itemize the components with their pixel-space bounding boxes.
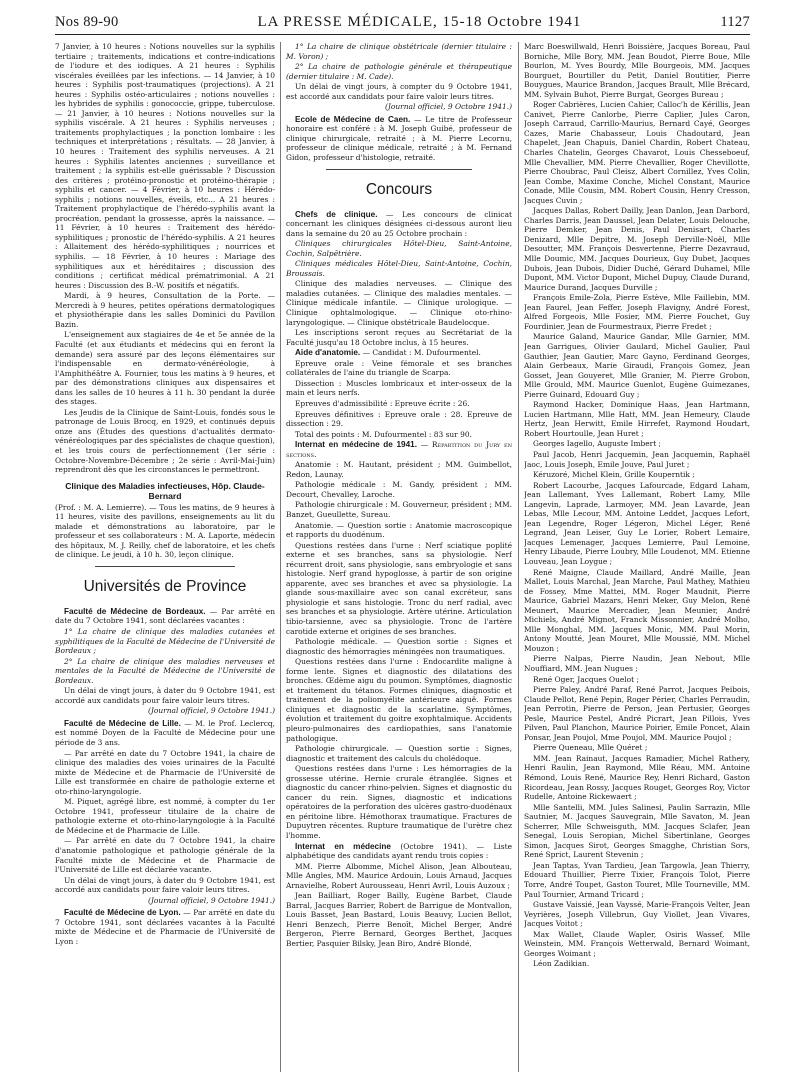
candidate-list: René Maigne, Claude Maillard, André Maille, Jean Mallet, Louis Marchal, Jean Marche, Paul Mathey, Mathieu de Fossey, Mme Mattei, MM. Roger Maudnit, Pierre Maurice, Gabriel Mazars, Henri Meker, Guy Melon, René Meunert, Maurice Mercadier, Jean Meunier, André Michiels, André Mignot, Franck Missonnier, André Molho, Mlle Monghal, MM. Jacques Monic, MM. Paul Morin, Antony Moutté, Jean Mouret, Mlle Moussié, MM. Michel Mouzon ; xyxy=(524,567,750,653)
paragraph: Mardi, à 9 heures, Consultation de la Porte. — Mercredi à 9 heures, petites opérations dermatologiques et physiothérapie dans les salles Dominici du Pavillon Bazin. xyxy=(55,291,275,329)
paragraph xyxy=(286,440,512,459)
paragraph xyxy=(286,348,512,358)
paragraph: Un délai de vingt jours, à dater du 9 Octobre 1941, est accordé aux candidats pour faire valoir leurs titres. xyxy=(55,686,275,705)
paragraph xyxy=(55,719,275,748)
heading-internat-1941: Internat en médecine de 1941. xyxy=(295,440,417,450)
page-number: 1127 xyxy=(720,14,750,30)
paragraph: Un délai de vingt jours, à compter du 9 Octobre 1941, est accordé aux candidats pour faire valoir leurs titres. xyxy=(286,82,512,101)
paragraph xyxy=(286,239,512,258)
paragraph: Pathologie chirurgicale. — Question sortie : Signes, diagnostic et traitement des calculs du cholédoque. xyxy=(286,744,512,763)
paragraph xyxy=(286,210,512,239)
heading-internat-octobre: Internat en médecine xyxy=(295,841,391,851)
candidate-list: Marc Boeswillwald, Henri Boissière, Jacques Boreau, Paul Borniche, Mlle Bory, MM. Jean Boudot, Pierre Boue, Mlle Bourlon, M. Yves Bourdy, Mlle Bourgeois, MM. Jacques Bourguet, Bourtiller du Petit, Daniel Boutitier, Pierre Bouygues, Maurice Brandon, Jacques Brault, Mlle Brécard, MM. Sylvain Buhot, Pierre Burgat, Georges Bureau ; xyxy=(524,42,750,99)
candidate-list: Max Wallet, Claude Wapler, Osiris Wassef, Mlle Weinstein, MM. François Wetterwald, Bernard Woimant, Georges Woimant ; xyxy=(524,929,750,958)
candidate-list: Pierre Queneau, Mlle Quéret ; xyxy=(533,743,648,753)
paragraph xyxy=(286,842,512,861)
candidate-list: René Oger, Jacques Ouelot ; xyxy=(533,674,640,684)
candidate-list: Jacques Dallas, Robert Dailly, Jean Danlon, Jean Darbord, Charles Darris, Jean Daussel, Jean Delater, Louis Delouche, Pierre Demker, Jean Denis, Paul Denisart, Charles Denizard, Mlle Depitre, M. Joseph Derville-Noël, Mlle Desoutter, MM. François Desvertenne, Pierre Dezavraud, Mlle Doumic, MM. Jacques Dourieux, Guy Dubet, Jacques Dubois, Jean Dubois, Didier Duché, Gérard Duhamel, Mlle Dupont, MM. Victor Dupont, Michel Dupuy, Claude Durand, Maurice Durand, Jacques Durville ; xyxy=(524,206,750,292)
candidate-list: Kéruzoré, Michel Klein, Grille Kouperntik ; xyxy=(533,470,695,480)
masthead xyxy=(55,14,750,36)
candidate-list: Roger Cabrières, Lucien Cahier, Calloc'h de Kérillis, Jean Canivet, Pierre Canlorbe, Pierre Caplier, Jules Caron, Joseph Carraud, Carrillo-Maurius, Bernard Cayé, Georges Cazes, Marie Chabasseur, Louis Chadoutard, Jean Chapelet, Jean Chapuis, Daniel Chardin, Robert Chateau, Charles Chatelin, Georges Chavarot, Louis Chesseboeuf, Mlle Chevallier, MM. Pierre Chevallier, Roger Chevillotte, Pierre Choubrac, Paul Cleisz, Albert Cornillez, Yves Colin, Jean Combe, Maxime Conche, Michel Constant, Maurice Conade, Mlle Cousin, MM. Robert Cousin, Henry Cresson, Jacques Cuvin ; xyxy=(524,100,750,205)
issue-numbers: Nos 89-90 xyxy=(55,14,119,30)
heading-bordeaux: Faculté de Médecine de Bordeaux. xyxy=(64,606,206,616)
paragraph-text: 2° La chaire de clinique des maladies nerveuses et mentales de la Faculté de Médecine de l'Université de Bordeaux. xyxy=(55,656,275,685)
section-rule xyxy=(95,566,235,567)
column-divider xyxy=(280,42,281,1072)
candidate-list: Pierre Paley, André Paraf, René Parrot, Jacques Peibois, Claude Pellot, René Pepin, Roger Périer, Charles Perraudin, Jean Perrotin, Pierre de Person, Jean Pertusier, Georges Pesle, Maurice Pestel, André Picrart, Jean Pillois, Yves Pilven, Paul Planchon, Maurice Poirier, Emile Poncet, Alain Ponsar, Jean Poujol, Mme Poujol, MM. Maurice Poujol ; xyxy=(524,685,750,742)
paragraph xyxy=(286,115,512,163)
paragraph: Un délai de vingt jours, à dater du 9 Octobre 1941, est accordé aux candidats pour faire valoir leurs titres. xyxy=(55,875,275,895)
section-rule xyxy=(326,169,472,170)
paragraph: Pathologie médicale. — Question sortie : Signes et diagnostic des hémorragies méningées non traumatiques. xyxy=(286,637,512,656)
paragraph xyxy=(55,627,275,656)
prof-name: (Prof. : M. A. Lemierre). xyxy=(55,502,147,512)
journal-title-date: LA PRESSE MÉDICALE, 15-18 Octobre 1941 xyxy=(257,14,582,30)
paragraph-text: Cliniques chirurgicales Hôtel-Dieu, Saint-Antoine, Cochin, Salpêtrière. xyxy=(286,239,512,258)
heading-claude-bernard: Clinique des Maladies infectieuses, Hôp. Claude-Bernard xyxy=(65,480,265,501)
heading-lyon: Faculté de Médecine de Lyon. xyxy=(64,908,181,918)
section-title-concours: Concours xyxy=(365,180,433,198)
paragraph-text: — Candidat : M. Dufourmentel. xyxy=(362,348,481,358)
heading-aide-anatomie: Aide d'anatomie. xyxy=(295,348,361,358)
paragraph-text: — Les concours de clinicat concernant les cliniques désignées ci-dessous auront lieu dans la semaine du 20 au 25 Octobre prochain : xyxy=(286,209,512,238)
paragraph-text: Cliniques médicales Hôtel-Dieu, Saint-Antoine, Cochin, Broussais. xyxy=(286,259,512,278)
paragraph-text: 1° La chaire de clinique des maladies cutanées et syphilitiques de la Faculté de Médecine de l'Université de Bordeaux ; xyxy=(55,626,275,656)
column-divider xyxy=(518,42,519,1072)
candidate-list: Maurice Galand, Maurice Gandar, Mlle Garnier, MM. Jean Garrigues, Olivier Gaulard, Michel Gaulier, Paul Gauthier, Jean Gautier, Marc Gayno, Ferdinand Georges, Alain Gerbeaux, Marie Giraudi, François Gomez, Jean Gosset, Jean Gouyeret, Mlle Granier, M. Pierre Grobon, Mlle Grould, MM. Maurice Guenlot, Eugène Guimezanes, Pierre Guinard, Edouard Guy ; xyxy=(524,332,750,399)
paragraph: Questions restées dans l'urne : Les hémorragies de la grossesse utérine. Hernie crurale étranglée. Signes et diagnostic du cancer rhino-pelvien. Signes et diagnostic du cancer du rein. Signes, diagnostic et indications opératoires de la perforation des ulcères gastro-duodénaux en péritoine libre. Hémothorax traumatique. Fractures de Dupuytren récentes. Rupture traumatique de l'urètre chez l'homme. xyxy=(286,764,512,841)
paragraph: — Par arrêté en date du 7 Octobre 1941, la chaire d'anatomie pathologique et pathologie générale de la Faculté mixte de Médecine et de Pharmacie de l'Université de Lille est déclarée vacante. xyxy=(55,836,275,875)
header-rule xyxy=(55,34,750,35)
source-citation: (Journal officiel, 9 Octobre 1941.) xyxy=(385,102,512,112)
paragraph: Les inscriptions seront reçues au Secrétariat de la Faculté jusqu'au 18 Octobre inclus, à 15 heures. xyxy=(286,328,512,347)
candidate-list: MM. Pierre Albomme, Michel Alison, Jean Albouteau, Mlle Angles, MM. Maurice Ardouin, Louis Arnaud, Jacques Arnavielhe, Robert Aurousseau, Henri Avril, Louis Auzoux ; xyxy=(286,861,512,890)
column-middle xyxy=(286,42,512,1074)
candidate-list: Léon Zadikian. xyxy=(533,959,590,969)
paragraph-text: (Octobre 1941). — Liste alphabétique des candidats ayant rendu trois copies : xyxy=(286,841,512,861)
paragraph: Clinique des maladies nerveuses. — Clinique des maladies cutanées. — Clinique des maladies mentales. — Clinique médicale infantile. — Clinique urologique. — Clinique ophtalmologique. — Clinique oto-rhino-laryngologique. — Clinique obstétricale Baudelocque. xyxy=(286,279,512,327)
candidate-list: Robert Lacourbe, Jacques Lafourcade, Edgard Laham, Jean Lallemant, Yves Lallemant, Robert Lamy, Mlle Langevin, Laprade, Larmoyer, MM. Jean Lavarde, Jean Lebas, Mlle Lecour, MM. Antoine Leddet, Jacques Lefort, Jean Legendre, Roger Légeron, Michel Léger, René Legrand, Jean Leiser, Guy Le Lorier, Robert Lemaire, Jacques Lemenager, Jacques Lemierre, Paul Lemoine, Henry Libaude, Pierre Loubry, Mlle Loudenot, MM. Etienne Louveau, Jean Loygue ; xyxy=(524,480,750,566)
candidate-list: Paul Jacob, Henri Jacquemin, Jean Jacquemin, Raphaël Jaoc, Louis Joseph, Emile Jouve, Paul Juret ; xyxy=(524,449,750,469)
paragraph-text: — Tous les matins, de 9 heures à 11 heures, visite des pavillons, enseignements au lit du malade et démonstrations au laboratoire, par le professeur et ses collaborateurs : M. A. Laporte, médecin des hôpitaux, M. J. Reilly, chef de laboratoire, et les chefs de clinique. Le jeudi, à 10 h. 30, leçon clinique. xyxy=(55,502,275,560)
paragraph-text: — M. le Prof. Leclercq, est nommé Doyen de la Faculté de Médecine pour une période de 3 ans. xyxy=(55,718,275,747)
paragraph: Anatomie. — Question sortie : Anatomie macroscopique et rapports du duodénum. xyxy=(286,520,512,540)
heading-caen: Ecole de Médecine de Caen. xyxy=(295,114,411,124)
paragraph xyxy=(55,503,275,560)
paragraph-text: 2° La chaire de pathologie générale et thérapeutique (dernier titulaire : M. Cade). xyxy=(286,62,512,81)
paragraph: Epreuve orale : Veine fémorale et ses branches collatérales de l'aine du triangle de Scarpa. xyxy=(286,358,512,378)
paragraph xyxy=(55,908,275,946)
paragraph: — Par arrêté en date du 7 Octobre 1941, la chaire de clinique des maladies des voies urinaires de la Faculté mixte de Médecine et de Pharmacie de l'Université de Lille est transformée en chaire de pathologie externe et oto-rhino-laryngologie. xyxy=(55,748,275,796)
paragraph xyxy=(55,607,275,626)
candidate-list: MM. Jean Rainaut, Jacques Ramadier, Michel Rathery, Henri Raulin, Jean Raymond, Mlle Réau, MM. Antoine Rémond, Louis René, Maurice Rey, Henri Richard, Gaston Ricordeau, Jean Rossy, Jacques Rouget, Georges Roy, Victor Rudelle, Antoine Rickewaert ; xyxy=(524,753,750,802)
candidate-list: Jean Bailliart, Roger Bailly, Eugène Barbet, Claude Barral, Jacques Barrier, Robert de Barrigue de Montvallon, Louis Basset, Jean Bastard, Louis Beauvy, Lucien Bellot, Henri Benzech, Pierre Benoît, Michel Berger, André Bergeron, Pierre Bernard, Georges Berthet, Jacques Bertier, Pasquier Bilsky, Jean Biro, André Blondé, xyxy=(286,891,512,949)
candidate-list: Pierre Nalpas, Pierre Naudin, Jean Nebout, Mlle Nouffiard, MM. Jean Nugues ; xyxy=(524,654,750,673)
paragraph: Anatomie : M. Hautant, président ; MM. Guimbellot, Redon, Launay. xyxy=(286,460,512,479)
candidate-list: François Emile-Zola, Pierre Estève, Mlle Faillebin, MM. Jean Faurel, Jean Feffer, Joseph Flavigny, André Forest, Alfred Forgeois, Mlle Fosier, MM. Pierre Fouchet, Guy Fourdinier, Jean de Fourmestraux, Pierre Fredet ; xyxy=(524,293,750,331)
paragraph: 7 Janvier, à 10 heures : Notions nouvelles sur la syphilis tertiaire ; traitements, indications et contre-indications de l'iodure et des iodiques. A 21 heures : Syphilis viscérales éveillées par les infections. — 14 Janvier, à 10 heures : Syphilis post-traumatiques (projections). A 21 heures : Syphilis ostéo-articulaires ; notions nouvelles : les hybrides de syphilis : gonococcie, grippe, tuberculose. — 21 Janvier, à 10 heures : Notions nouvelles sur la syphilis viscérale. A 21 heures : Syphilis nerveuses ; traitements prophylactiques ; la ponction lombaire : les techniques et interprétations ; résultats. — 28 Janvier, à 10 heures : Traitement des syphilis nerveuses. A 21 heures : Syphilis latentes anciennes ; surveillance et traitement ; la syphilis est-elle guérissable ? Discussion des critères ; protéino-pronostic et protéino-thérapie ; syphilis et cancer. — 4 Février, à 10 heures : Hérédo-syphilis ; notions nouvelles, éveils, etc... A 21 heures : Traitement prophylactique de l'hérédo-syphilis avant la procréation, pendant la grossesse, après la naissance. — 11 Février, à 10 heures : Traitement des hérédo-syphilitiques ; pronostic de l'hérédo-syphilis. A 21 heures : Allaitement des hérédo-syphilitiques ; nourrices et syphilis. — 18 Février, à 10 heures : Mariage des syphilitiques aux et héréditaires ; discussion des conditions ; certificat médical prématrimonial. A 21 heures : Discussion des B.-W. positifs et négatifs. xyxy=(55,42,275,290)
source-citation: (Journal officiel, 9 Octobre 1941.) xyxy=(148,895,275,905)
paragraph: Pathologie chirurgicale : M. Gouverneur, président ; MM. Banzet, Gueullette, Sureau. xyxy=(286,500,512,519)
paragraph: Questions restées dans l'urne : Endocardite maligne à forme lente. Signes et diagnostic des dilatations des bronches. Œdème aigu du poumon. Symptômes, diagnostic et traitement du tétanos. Formes cliniques, diagnostic et traitement de la poliomyélite antérieure aiguë. Formes cliniques et diagnostic de la scarlatine. Symptômes, évolution et traitement du goitre exophtalmique. Accidents pleuro-pulmonaires des cardiopathies, sans l'anatomie pathologique. xyxy=(286,657,512,743)
paragraph: Epreuves définitives : Epreuve orale : 28. Epreuve de dissection : 29. xyxy=(286,409,512,429)
paragraph xyxy=(286,259,512,278)
paragraph: Dissection : Muscles lombricaux et inter-osseux de la main et leurs nerfs. xyxy=(286,378,512,398)
candidate-list: Jean Taptas, Yvan Tardieu, Jean Targowla, Jean Thierry, Edouard Thuillier, Pierre Tixier, François Tolot, Pierre Torre, André Toupet, Gaston Touret, Mlle Tourneville, MM. Paul Tournier, Armand Tricard ; xyxy=(524,860,750,899)
paragraph-text: — Le titre de Professeur honoraire est conféré : à M. Joseph Guibé, professeur de clinique chirurgicale, retraité ; à M. Pierre Lecornu, professeur de clinique médicale, retraité ; à M. Fernand Gidon, professeur d'histologie, retraité. xyxy=(286,114,512,163)
candidate-list: Georges Iagello, Auguste Imbert ; xyxy=(533,439,662,449)
column-right xyxy=(524,42,750,1074)
source-citation: (Journal officiel, 9 Octobre 1941.) xyxy=(148,706,275,716)
paragraph-text: 1° La chaire de clinique obstétricale (dernier titulaire : M. Voron) ; xyxy=(286,42,512,61)
heading-chefs-clinique: Chefs de clinique. xyxy=(295,209,378,219)
column-left xyxy=(55,42,275,1074)
section-title-universites: Universités de Province xyxy=(83,577,247,595)
paragraph xyxy=(286,62,512,81)
paragraph: Epreuves d'admissibilité : Epreuve écrite : 26. xyxy=(295,398,470,408)
paragraph: Pathologie médicale : M. Gandy, président ; MM. Decourt, Chevalley, Laroche. xyxy=(286,480,512,499)
paragraph-text: — Par arrêté en date du 7 Octobre 1941, sont déclarées vacantes à la Faculté mixte de Médecine et de Pharmacie de l'Université de Lyon : xyxy=(55,908,275,946)
paragraph: Questions restées dans l'urne : Nerf sciatique poplité externe et ses branches, sans sa physiologie. Nerf récurrent droit, sans physiologie, sans embryologie et sans histologie. Nerf grand hypoglosse, à partir de son origine apparente, avec ses branches et avec sa physiologie. La glande sous-maxillaire avec son canal excréteur, sans physiologie et sans histologie. Tronc du nerf radial, avec ses branches et sa physiologie. Artère utérine. Articulation tibio-tarsienne, avec sa physiologie. Tronc de l'artère carotide externe et origines de ses branches. xyxy=(286,540,512,636)
paragraph xyxy=(55,657,275,686)
candidate-list: Gustave Vaissié, Jean Vayssé, Marie-François Velter, Jean Veyrières, Joseph Villebrun, Guy Viollet, Jean Vivares, Jacques Voitot ; xyxy=(524,900,750,929)
candidate-list: Mlle Santelli, MM. Jules Salinesi, Paulin Sarrazin, Mlle Sautnier, M. Jacques Sauvegrain, Mlle Savaton, M. Jean Scherrer, Mlle Schweisguth, MM. Jacques Sclafer, Jean Senegal, Louis Seropian, Michel Sibertinlane, Georges Simon, Jacques Sirot, Georges Smagghe, Christian Sors, René Sprict, Laurent Stevenin ; xyxy=(524,802,750,860)
candidate-list: Raymond Hacker, Dominique Haas, Jean Hartmann, Lucien Hartmann, Mlle Hatt, MM. Jean Hemeury, Claude Hertz, Jean Herwitt, Emile Hirrefet, Raymond Houdart, Robert Hourtoulle, Jean Huret ; xyxy=(524,400,750,438)
paragraph-text: — Répartition du Jury en sections. xyxy=(286,440,512,459)
heading-lille: Faculté de Médecine de Lille. xyxy=(64,718,181,728)
paragraph xyxy=(286,42,512,61)
paragraph: Les Jeudis de la Clinique de Saint-Louis, fondés sous le patronage de Louis Brocq, en 1929, et continués depuis onze ans (Études des questions d'actualités dermato-vénéréologiques par des spécialistes de chaque question), et les trois cours de perfectionnement (1er série : Octobre-Novembre-Décembre ; 2e série : Avril-Mai-Juin) reprendront dès que les circonstances le permettront. xyxy=(55,407,275,475)
paragraph: Total des points : M. Dufourmentel : 83 sur 90. xyxy=(295,429,472,439)
paragraph-text: — Par arrêté en date du 7 Octobre 1941, sont déclarées vacantes : xyxy=(55,606,275,626)
paragraph: L'enseignement aux stagiaires de 4e et 5e année de la Faculté (et aux étudiants et médecins qui en feront la demande) sera assuré par des leçons élémentaires sur l'indispensable en dermato-vénéréologie, à l'Amphithéâtre A. Fournier, tous les matins à 9 heures, et par des démonstrations cliniques aux dispensaires et dans les salles de 10 heures à 11 h. 30 pendant la durée des stages. xyxy=(55,330,275,407)
paragraph: M. Piquet, agrégé libre, est nommé, à compter du 1er Octobre 1941, professeur titulaire de la chaire de pathologie externe et oto-rhino-laryngologie à la Faculté de Médecine et de Pharmacie de Lille. xyxy=(55,797,275,835)
